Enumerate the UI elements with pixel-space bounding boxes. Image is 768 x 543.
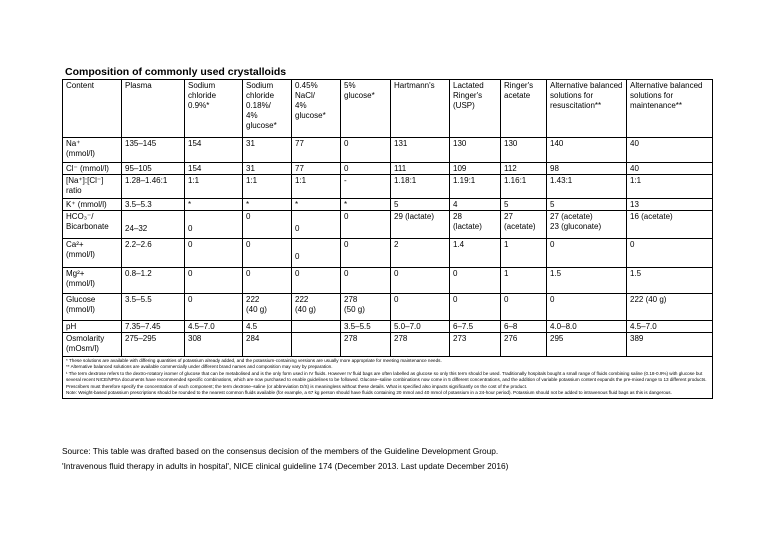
row-label: [Na⁺]:[Cl⁻] ratio xyxy=(63,175,122,199)
table-cell: 154 xyxy=(185,138,243,163)
table-cell: 1.5 xyxy=(547,268,627,294)
table-cell: 27 (acetate) xyxy=(501,211,547,239)
table-cell: * xyxy=(292,199,341,211)
table-cell: 0 xyxy=(185,239,243,268)
row-label: HCO₃⁻/ Bicarbonate xyxy=(63,211,122,239)
crystalloids-table xyxy=(62,79,713,399)
table-cell: 1.43:1 xyxy=(547,175,627,199)
row-label: Cl⁻ (mmol/l) xyxy=(63,163,122,175)
table-cell: 0 xyxy=(243,211,292,239)
table-cell: 284 xyxy=(243,333,292,357)
header-row xyxy=(63,80,713,138)
table-row xyxy=(63,211,713,239)
table-cell: 130 xyxy=(450,138,501,163)
table-cell: 31 xyxy=(243,163,292,175)
table-cell: 222 (40 g) xyxy=(627,294,713,321)
table-cell: 111 xyxy=(391,163,450,175)
cell-value: 0 xyxy=(295,224,300,233)
table-cell: 5 xyxy=(391,199,450,211)
header-nacl-0-45-glucose: 0.45% NaCl/ 4% glucose* xyxy=(292,80,341,138)
header-alt-resuscitation: Alternative balanced solutions for resuscitation** xyxy=(547,80,627,138)
table-row xyxy=(63,239,713,268)
table-cell: 130 xyxy=(501,138,547,163)
table-cell: 28 (lactate) xyxy=(450,211,501,239)
table-cell: 0 xyxy=(341,163,391,175)
row-label: Ca²+ (mmol/l) xyxy=(63,239,122,268)
table-cell: 278 (50 g) xyxy=(341,294,391,321)
table-cell: 0 xyxy=(450,294,501,321)
table-cell: 1 xyxy=(501,239,547,268)
row-label: Glucose (mmol/l) xyxy=(63,294,122,321)
table-cell: 0.8–1.2 xyxy=(122,268,185,294)
table-cell: 98 xyxy=(547,163,627,175)
table-cell: 295 xyxy=(547,333,627,357)
table-cell: 4 xyxy=(450,199,501,211)
header-hartmanns: Hartmann's xyxy=(391,80,450,138)
table-cell: 40 xyxy=(627,163,713,175)
header-plasma: Plasma xyxy=(122,80,185,138)
row-label: pH xyxy=(63,321,122,333)
table-cell: 4.5 xyxy=(243,321,292,333)
table-cell: 0 xyxy=(547,239,627,268)
table-cell: 276 xyxy=(501,333,547,357)
table-cell xyxy=(292,333,341,357)
row-label: Osmolarity (mOsm/l) xyxy=(63,333,122,357)
row-label: K⁺ (mmol/l) xyxy=(63,199,122,211)
table-cell: 1.16:1 xyxy=(501,175,547,199)
cell-value: 0 xyxy=(188,224,193,233)
table-cell: 1.5 xyxy=(627,268,713,294)
table-cell: 6–8 xyxy=(501,321,547,333)
table-row xyxy=(63,199,713,211)
footnote-dextrose: ¹ The term dextrose refers to the dextro-rotatory isomer of glucose that can be metabolised and is the only form used in IV fluids. However IV fluid bags are often labelled as glucose so only this term should be used. Traditionally hospitals bought a small range of fluids combining saline (0.18-0.9%) with glucose but several recent NICE/NPSA documents have recommended specific combinations, which are now purchased to enable guidelines to be followed. Glucose–saline combinations now come in 5 different concentrations, and the addition of variable potassium content expands the pre-mixed range to 13 different products. Prescribers must therefore specify the concentration of each component; the term dextrose–saline (or abbreviation D/S) is meaningless without these details. What is specified also impacts significantly on the cost of the product. xyxy=(66,370,707,389)
header-glucose-5: 5% glucose* xyxy=(341,80,391,138)
table-cell: 4.0–8.0 xyxy=(547,321,627,333)
table-cell: 5 xyxy=(501,199,547,211)
table-cell xyxy=(185,211,243,239)
footnote-weight-based-potassium: Note: Weight-based potassium prescriptions should be rounded to the nearest common fluids available (for example, a 67 kg person should have fluids containing 20 mmol and 40 mmol of potassium in a 24-hour period). Potassium should not be added to intravenous fluid bags as this is dangerous. xyxy=(66,390,672,396)
table-row xyxy=(63,163,713,175)
cell-value: 0 xyxy=(295,252,300,261)
table-cell: 7.35–7.45 xyxy=(122,321,185,333)
table-cell: 1 xyxy=(501,268,547,294)
table-cell: * xyxy=(243,199,292,211)
table-cell: 389 xyxy=(627,333,713,357)
table-row xyxy=(63,294,713,321)
table-cell: 0 xyxy=(341,138,391,163)
table-cell: 29 (lactate) xyxy=(391,211,450,239)
table-cell: 77 xyxy=(292,138,341,163)
table-cell: 0 xyxy=(341,268,391,294)
header-ringers-acetate: Ringer's acetate xyxy=(501,80,547,138)
table-cell: 222 (40 g) xyxy=(243,294,292,321)
table-cell xyxy=(122,211,185,239)
table-cell: * xyxy=(185,199,243,211)
table-cell: 27 (acetate) 23 (gluconate) xyxy=(547,211,627,239)
header-sodium-chloride-0-9: Sodium chloride 0.9%* xyxy=(185,80,243,138)
table-cell: 154 xyxy=(185,163,243,175)
table-cell: 275–295 xyxy=(122,333,185,357)
table-row xyxy=(63,175,713,199)
header-alt-maintenance: Alternative balanced solutions for maintenance** xyxy=(627,80,713,138)
table-cell: 77 xyxy=(292,163,341,175)
table-cell: 308 xyxy=(185,333,243,357)
table-row xyxy=(63,321,713,333)
table-cell: 0 xyxy=(547,294,627,321)
table-title: Composition of commonly used crystalloids xyxy=(65,66,287,78)
table-cell: 1.18:1 xyxy=(391,175,450,199)
table-cell: 5 xyxy=(547,199,627,211)
header-lactated-ringers: Lactated Ringer's (USP) xyxy=(450,80,501,138)
table-cell: 3.5–5.5 xyxy=(122,294,185,321)
table-cell: 95–105 xyxy=(122,163,185,175)
table-cell: 0 xyxy=(243,239,292,268)
table-notes-row xyxy=(63,357,713,399)
table-cell: 131 xyxy=(391,138,450,163)
table-cell: 4.5–7.0 xyxy=(185,321,243,333)
footnote-balanced-solutions: ** Alternative balanced solutions are available commercially under different brand names and composition may vary by preparation. xyxy=(66,364,333,370)
header-sodium-chloride-0-18-glucose: Sodium chloride 0.18%/ 4% glucose* xyxy=(243,80,292,138)
table-cell: - xyxy=(341,175,391,199)
table-row xyxy=(63,268,713,294)
table-cell: * xyxy=(341,199,391,211)
table-cell: 0 xyxy=(243,268,292,294)
table-cell: 2 xyxy=(391,239,450,268)
table-cell: 1.28–1.46:1 xyxy=(122,175,185,199)
table-cell: 135–145 xyxy=(122,138,185,163)
table-cell: 6–7.5 xyxy=(450,321,501,333)
table-cell: 3.5–5.5 xyxy=(341,321,391,333)
table-cell: 222 (40 g) xyxy=(292,294,341,321)
table-cell: 5.0–7.0 xyxy=(391,321,450,333)
table-cell: 1:1 xyxy=(292,175,341,199)
table-cell: 0 xyxy=(185,294,243,321)
table-cell: 0 xyxy=(185,268,243,294)
row-label: Mg²+ (mmol/l) xyxy=(63,268,122,294)
table-cell: 13 xyxy=(627,199,713,211)
table-cell: 278 xyxy=(391,333,450,357)
table-cell: 0 xyxy=(391,268,450,294)
table-cell xyxy=(292,239,341,268)
table-cell: 0 xyxy=(391,294,450,321)
table-cell: 0 xyxy=(341,211,391,239)
header-content: Content xyxy=(63,80,122,138)
table-cell: 0 xyxy=(627,239,713,268)
table-cell: 0 xyxy=(341,239,391,268)
table-notes xyxy=(63,357,713,399)
table-cell: 273 xyxy=(450,333,501,357)
table-cell: 3.5–5.3 xyxy=(122,199,185,211)
table-cell: 140 xyxy=(547,138,627,163)
table-cell: 40 xyxy=(627,138,713,163)
table-cell: 278 xyxy=(341,333,391,357)
table-cell: 16 (acetate) xyxy=(627,211,713,239)
cell-value: 24–32 xyxy=(125,224,148,233)
table-cell: 2.2–2.6 xyxy=(122,239,185,268)
table-cell xyxy=(292,211,341,239)
footnote-potassium: * These solutions are available with differing quantities of potassium already added, and the potassium-containing versions are usually more appropriate for meeting maintenance needs. xyxy=(66,358,442,363)
source-note: Source: This table was drafted based on the consensus decision of the members of the Guideline Development Group. xyxy=(62,446,499,456)
table-cell: 112 xyxy=(501,163,547,175)
table-cell: 1:1 xyxy=(185,175,243,199)
row-label: Na⁺ (mmol/l) xyxy=(63,138,122,163)
table-cell: 0 xyxy=(501,294,547,321)
citation: 'Intravenous fluid therapy in adults in hospital', NICE clinical guideline 174 (December 2013. Last update December 2016) xyxy=(62,461,509,471)
table-cell: 0 xyxy=(292,268,341,294)
table-row xyxy=(63,333,713,357)
table-cell: 109 xyxy=(450,163,501,175)
table-cell: 4.5–7.0 xyxy=(627,321,713,333)
table-cell: 1.4 xyxy=(450,239,501,268)
table-cell: 31 xyxy=(243,138,292,163)
table-cell: 0 xyxy=(450,268,501,294)
table-cell: 1:1 xyxy=(627,175,713,199)
table-cell xyxy=(292,321,341,333)
table-cell: 1:1 xyxy=(243,175,292,199)
table-row xyxy=(63,138,713,163)
table-cell: 1.19:1 xyxy=(450,175,501,199)
